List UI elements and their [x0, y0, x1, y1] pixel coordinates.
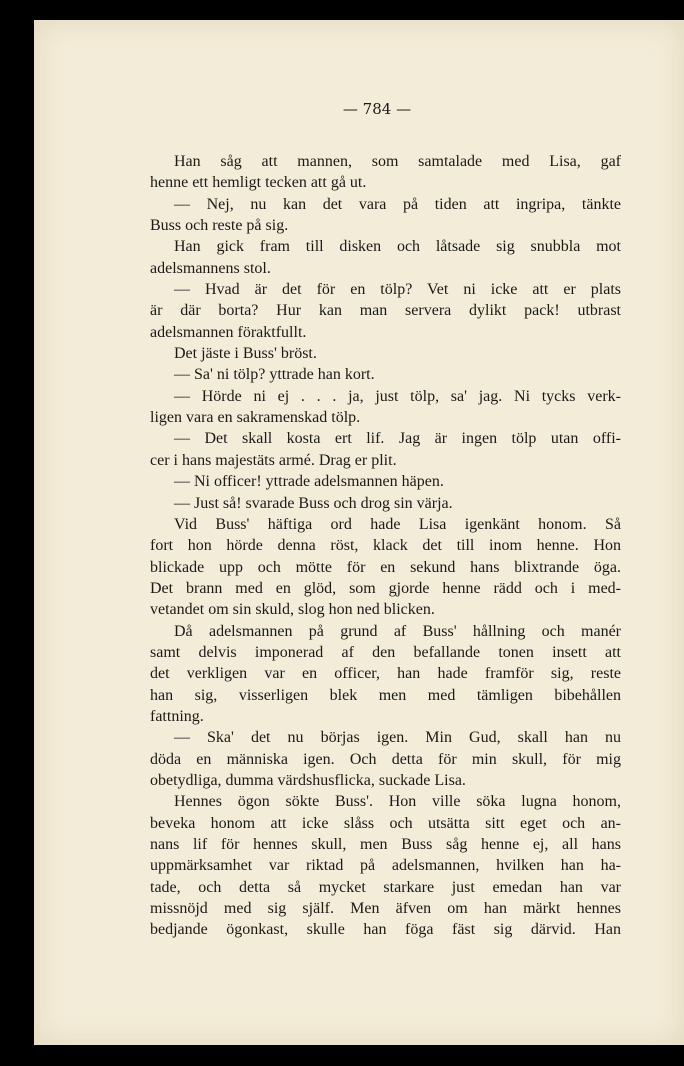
text-line: fattning.	[150, 707, 204, 725]
text-line: bedjande ögonkast, skulle han föga fäst sig därvid. Han	[150, 921, 621, 939]
text-line: han sig, visserligen blek men med tämligen bibehållen	[150, 686, 621, 704]
text-line: nans lif för hennes skull, men Buss såg henne ej, all hans	[150, 836, 621, 853]
text-line: — Nej, nu kan det vara på tiden att ingripa, tänkte	[174, 195, 621, 213]
book-page	[34, 20, 684, 1045]
text-line: Han gick fram till disken och låtsade sig snubbla mot	[174, 238, 621, 256]
body-text	[150, 151, 621, 941]
text-line: beveka honom att icke slåss och utsätta sitt eget och an-	[150, 814, 621, 832]
text-line: missnöjd med sig själf. Men äfven om han märkt hennes	[150, 900, 621, 918]
text-line: — Ska' det nu börjas igen. Min Gud, skall han nu	[174, 729, 621, 747]
text-line: obetydliga, dumma värdshusflicka, suckade Lisa.	[150, 771, 466, 789]
text-line: vetandet om sin skuld, slog hon ned blicken.	[150, 601, 435, 619]
text-line: uppmärksamhet var riktad på adelsmannen, hvilken han ha-	[150, 857, 621, 875]
text-line: — Det skall kosta ert lif. Jag är ingen tölp utan offi-	[174, 430, 621, 448]
text-line: Då adelsmannen på grund af Buss' hållning och manér	[174, 622, 621, 640]
text-line: — Hörde ni ej . . . ja, just tölp, sa' jag. Ni tycks verk-	[174, 387, 621, 405]
text-line: döda en människa igen. Och detta för min skull, för mig	[150, 750, 621, 768]
text-line: — Just så! svarade Buss och drog sin värja.	[174, 494, 453, 512]
text-line: Det brann med en glöd, som gjorde henne rädd och i med-	[150, 579, 621, 597]
text-line: blickade upp och mötte för en sekund hans blixtrande öga.	[150, 558, 621, 576]
text-line: adelsmannen föraktfullt.	[150, 323, 307, 341]
text-line: ligen vara en sakramenskad tölp.	[150, 409, 361, 427]
page-number: — 784 —	[342, 100, 412, 118]
text-line: cer i hans majestäts armé. Drag er plit.	[150, 451, 397, 469]
text-line: fort hon hörde denna röst, klack det till inom henne. Hon	[150, 537, 621, 555]
text-line: det verkligen var en officer, han hade framför sig, reste	[150, 665, 621, 683]
text-line: adelsmannens stol.	[150, 259, 271, 277]
text-line: Vid Buss' häftiga ord hade Lisa igenkänt honom. Så	[174, 515, 621, 533]
text-line: är där borta? Hur kan man servera dylikt pack! utbrast	[150, 302, 621, 320]
text-line: — Hvad är det för en tölp? Vet ni icke att er plats	[174, 281, 621, 299]
text-line: Hennes ögon sökte Buss'. Hon ville söka lugna honom,	[174, 793, 621, 811]
text-line: — Sa' ni tölp? yttrade han kort.	[174, 366, 375, 384]
text-line: Buss och reste på sig.	[150, 217, 289, 235]
text-line: — Ni officer! yttrade adelsmannen häpen.	[174, 473, 444, 491]
text-line: tade, och detta så mycket starkare just emedan han var	[150, 878, 621, 896]
text-line: Han såg att mannen, som samtalade med Lisa, gaf	[174, 153, 621, 170]
text-line: Det jäste i Buss' bröst.	[174, 345, 317, 363]
text-line: samt delvis imponerad af den befallande tonen insett att	[150, 643, 621, 661]
text-line: henne ett hemligt tecken att gå ut.	[150, 174, 367, 192]
